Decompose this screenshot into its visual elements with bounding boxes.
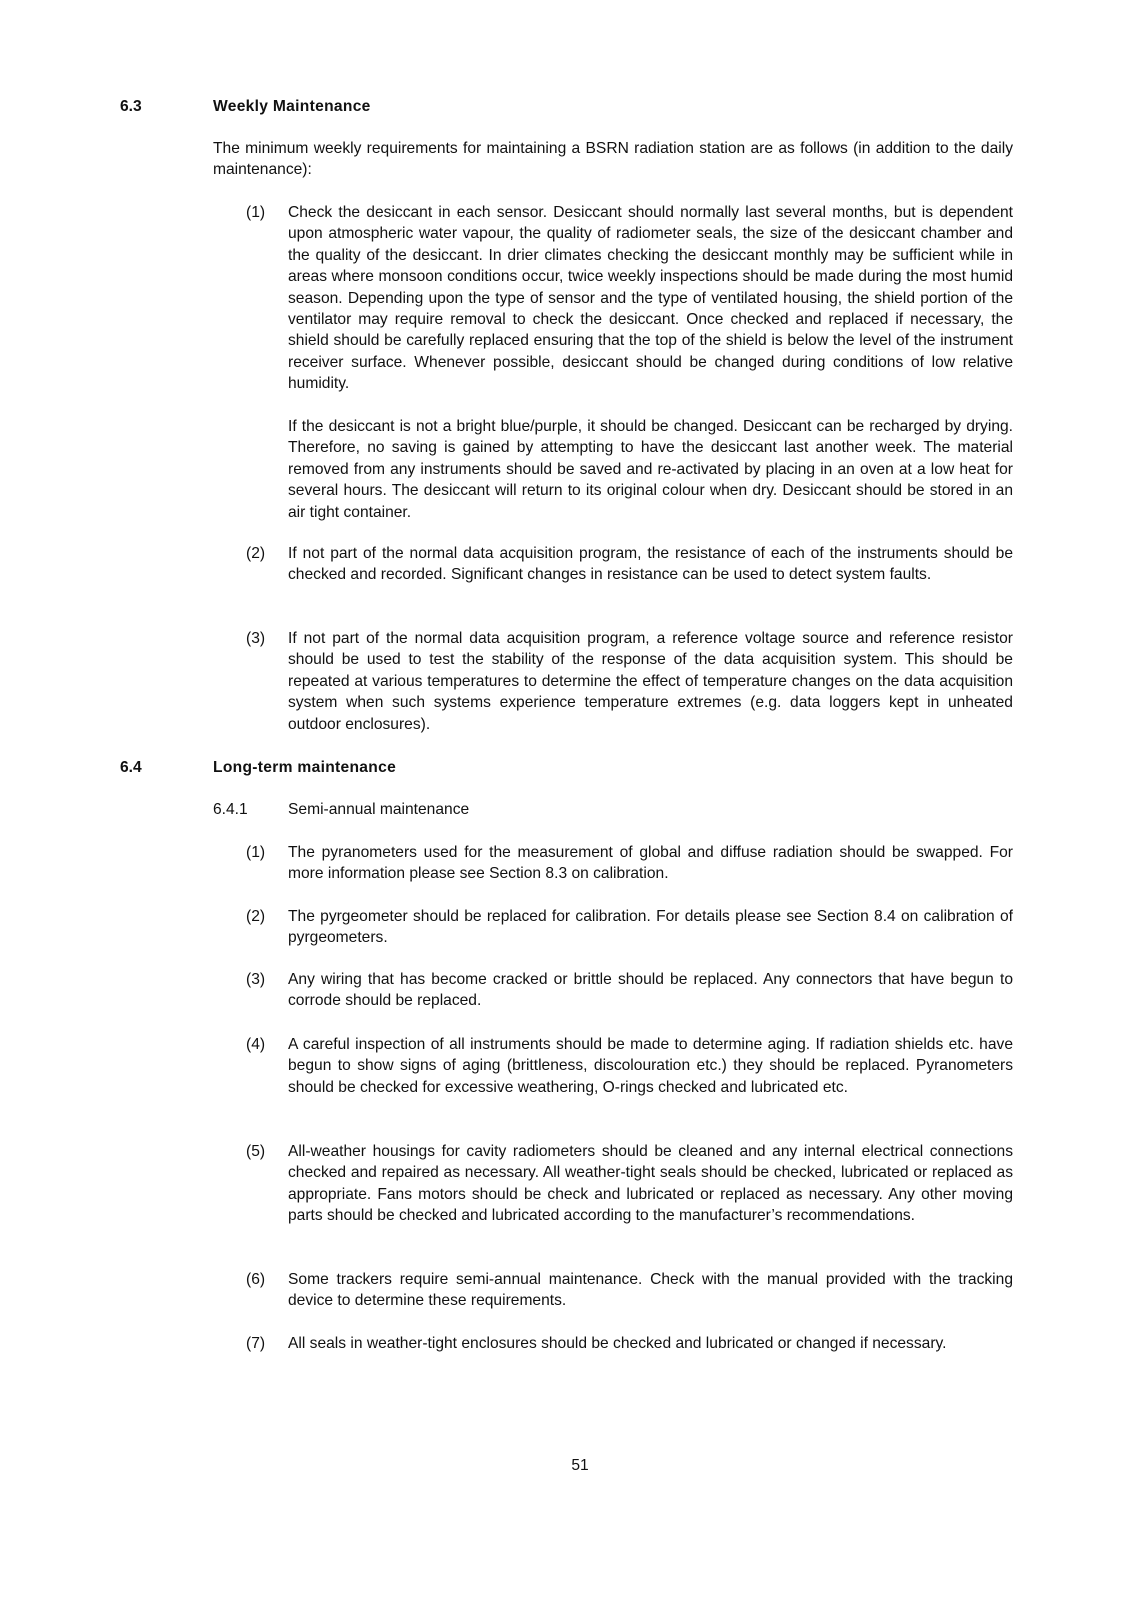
list-item xyxy=(246,1269,1013,1312)
page-number: 51 xyxy=(571,1457,589,1474)
item-paragraph: If not part of the normal data acquisition program, the resistance of each of the instruments should be checked and recorded. Significant changes in resistance can be used to detect system faults. xyxy=(288,545,1013,584)
item-number: (4) xyxy=(246,1036,266,1053)
item-paragraph: If not part of the normal data acquisition program, a reference voltage source and reference resistor should be used to test the stability of the response of the data acquisition system. This should be repeated at various temperatures to determine the effect of temperature changes on the data acquisition system when such systems experience temperature extremes (e.g. data loggers kept in unheated outdoor enclosures). xyxy=(288,630,1013,733)
list-item xyxy=(246,202,1013,523)
item-number: (3) xyxy=(246,630,266,647)
item-number: (1) xyxy=(246,844,266,861)
item-text: The pyrgeometer should be replaced for calibration. For details please see Section 8.4 on calibration of pyrgeometers. xyxy=(288,908,1013,947)
list-item xyxy=(246,842,1013,885)
list-item xyxy=(246,1333,1013,1354)
item-number: (2) xyxy=(246,545,266,562)
subsection-title: Semi-annual maintenance xyxy=(288,801,470,818)
list-item xyxy=(246,906,1013,949)
list-item xyxy=(246,543,1013,586)
item-text: A careful inspection of all instruments should be made to determine aging. If radiation shields etc. have begun to show signs of aging (brittleness, discolouration etc.) they should be replaced. Pyranometers should be checked for excessive weathering, O-rings checked and lubricated etc. xyxy=(288,1036,1013,1096)
item-number: (7) xyxy=(246,1335,266,1352)
item-text: The pyranometers used for the measurement of global and diffuse radiation should be swapped. For more information please see Section 8.3 on calibration. xyxy=(288,844,1013,883)
item-text: All seals in weather-tight enclosures should be checked and lubricated or changed if necessary. xyxy=(288,1335,947,1352)
section-number: 6.4 xyxy=(120,759,142,776)
item-number: (5) xyxy=(246,1143,266,1160)
subsection-number: 6.4.1 xyxy=(213,801,248,818)
item-paragraph: If the desiccant is not a bright blue/purple, it should be changed. Desiccant can be recharged by drying. Therefore, no saving is gained by attempting to have the desiccant last another week. The material removed from any instruments should be saved and re-activated by placing in an oven at a low heat for several hours. The desiccant will return to its original colour when dry. Desiccant should be stored in an air tight container. xyxy=(288,418,1013,521)
list-item xyxy=(246,628,1013,735)
item-text: Any wiring that has become cracked or brittle should be replaced. Any connectors that have begun to corrode should be replaced. xyxy=(288,971,1013,1010)
list-item xyxy=(246,969,1013,1012)
item-number: (2) xyxy=(246,908,266,925)
section-title: Weekly Maintenance xyxy=(213,98,371,115)
item-number: (6) xyxy=(246,1271,266,1288)
list-item xyxy=(246,1034,1013,1098)
item-paragraph: Check the desiccant in each sensor. Desiccant should normally last several months, but is dependent upon atmospheric water vapour, the quality of radiometer seals, the size of the desiccant chamber and the quality of the desiccant. In drier climates checking the desiccant monthly may be sufficient while in areas where monsoon conditions occur, twice weekly inspections should be made during the most humid season. Depending upon the type of sensor and the type of ventilated housing, the shield portion of the ventilator may require removal to check the desiccant. Once checked and replaced if necessary, the shield should be carefully replaced ensuring that the top of the shield is below the level of the instrument receiver surface. Whenever possible, desiccant should be changed during conditions of low relative humidity. xyxy=(288,204,1013,393)
section-title: Long-term maintenance xyxy=(213,759,397,776)
list-item xyxy=(246,1141,1013,1227)
intro-paragraph: The minimum weekly requirements for maintaining a BSRN radiation station are as follows (in addition to the daily maintenance): xyxy=(213,140,1013,179)
item-number: (1) xyxy=(246,204,266,221)
item-text: All-weather housings for cavity radiometers should be cleaned and any internal electrical connections checked and repaired as necessary. All weather-tight seals should be checked, lubricated or replaced as appropriate. Fans motors should be check and lubricated or replaced as necessary. Any other moving parts should be checked and lubricated according to the manufacturer’s recommendations. xyxy=(288,1143,1013,1225)
item-text: Some trackers require semi-annual maintenance. Check with the manual provided with the tracking device to determine these requirements. xyxy=(288,1271,1013,1310)
section-number: 6.3 xyxy=(120,98,142,115)
item-number: (3) xyxy=(246,971,266,988)
